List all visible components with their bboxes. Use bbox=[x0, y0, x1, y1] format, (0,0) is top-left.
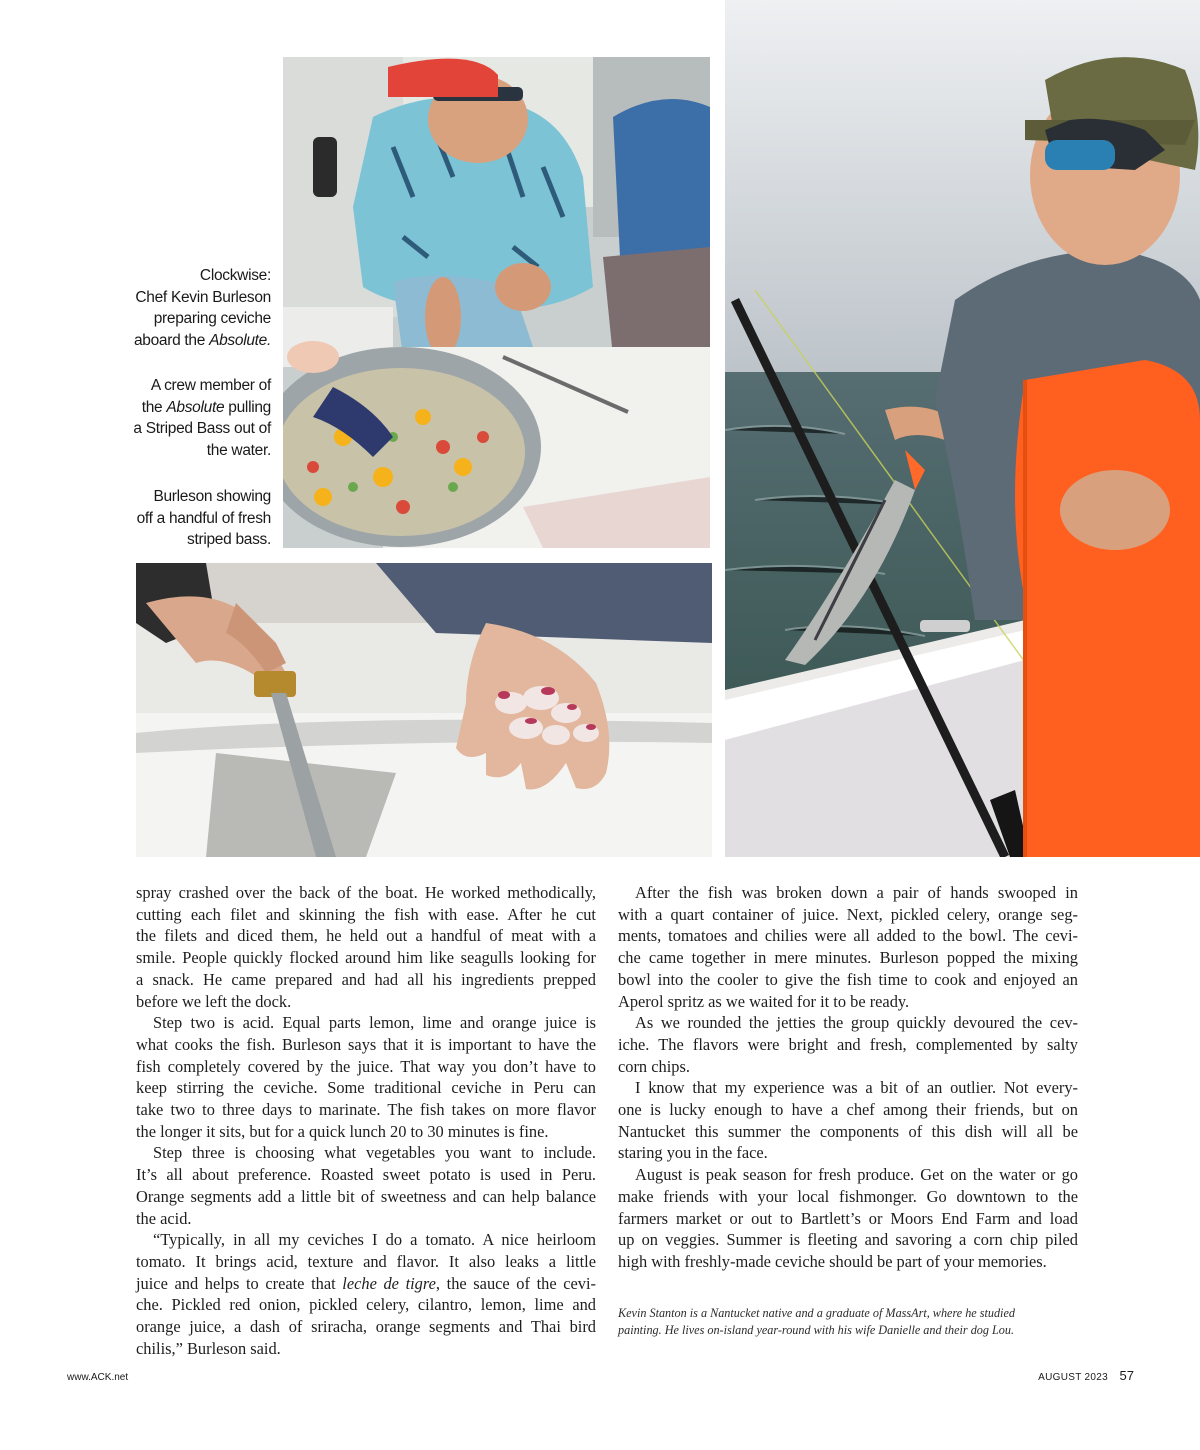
text-line bbox=[136, 1273, 596, 1295]
text-line: corn chips. bbox=[618, 1056, 690, 1076]
photo-chef-ceviche bbox=[283, 57, 710, 548]
article-column-left bbox=[136, 882, 596, 1359]
text-line: orange juice, a dash of sriracha, orange segments and Thai bird bbox=[136, 1317, 596, 1337]
text-line: what cooks the fish. Burleson says that it is important to have the bbox=[136, 1034, 596, 1054]
text-line: Nantucket this summer the components of this dish will all be bbox=[618, 1121, 1078, 1141]
text-line: farmers market or out to Bartlett’s or Moors End Farm and load bbox=[618, 1208, 1078, 1228]
author-bio bbox=[618, 1305, 1058, 1338]
text-line: staring you in the face. bbox=[618, 1143, 768, 1163]
caption-line bbox=[134, 330, 271, 352]
text-line: a snack. He came prepared and had all his ingredients prepped bbox=[136, 969, 596, 989]
text-line: tomato. It brings acid, texture and flavor. It also leaks a little bbox=[136, 1251, 596, 1271]
text-line: chilis,” Burleson said. bbox=[136, 1338, 281, 1358]
caption-line: A crew member of bbox=[150, 377, 271, 394]
boat-name: Absolute. bbox=[209, 332, 271, 350]
caption-line: off a handful of fresh bbox=[136, 509, 271, 527]
text-line: keep stirring the ceviche. Some traditional ceviche in Peru can bbox=[136, 1078, 596, 1098]
text-line: the longer it sits, but for a quick lunch 20 to 30 minutes is fine. bbox=[136, 1121, 549, 1141]
text-line: up on veggies. Summer is fleeting and savoring a corn chip piled bbox=[618, 1230, 1078, 1250]
boat-name: Absolute bbox=[166, 398, 225, 416]
photo-handful-striped-bass bbox=[136, 563, 712, 857]
text-line: iche. The flavors were bright and fresh, complemented by salty bbox=[618, 1034, 1078, 1054]
text-line: As we rounded the jetties the group quickly devoured the cev- bbox=[635, 1013, 1078, 1033]
text-line: che came together in mere minutes. Burleson popped the mixing bbox=[618, 948, 1078, 968]
footer-issue-date: AUGUST 2023 bbox=[1038, 1372, 1108, 1383]
bio-line: painting. He lives on-island year-round with his wife Danielle and their dog Lou. bbox=[618, 1322, 1015, 1337]
caption-line bbox=[133, 397, 271, 419]
photo-crew-striped-bass bbox=[725, 0, 1200, 857]
text-line: “Typically, in all my ceviches I do a tomato. A nice heirloom bbox=[153, 1230, 596, 1250]
photo-caption-handful bbox=[137, 486, 271, 551]
caption-line: the water. bbox=[206, 442, 271, 460]
text-line: bowl into the cooler to give the fish time to cook and enjoyed an bbox=[618, 969, 1078, 989]
article-column-right bbox=[618, 882, 1078, 1273]
photo-caption-crew bbox=[133, 375, 271, 462]
text-line: the filets and diced them, he held out a handful of meat with a bbox=[136, 926, 596, 946]
text-line: che. Pickled red onion, pickled celery, cilantro, lemon, lime and bbox=[136, 1295, 596, 1315]
text-line: ments, tomatoes and chilies were all added to the bowl. The cevi- bbox=[618, 926, 1078, 946]
italic-term: leche de tigre bbox=[342, 1273, 436, 1293]
text-run: juice and helps to create that bbox=[136, 1273, 343, 1293]
footer-website: www.ACK.net bbox=[67, 1372, 129, 1383]
photo-caption-chef bbox=[134, 265, 271, 352]
page-number: 57 bbox=[1119, 1368, 1134, 1383]
caption-line: Chef Kevin Burleson bbox=[135, 288, 271, 306]
text-line: Aperol spritz as we waited for it to be ready. bbox=[618, 991, 910, 1011]
text-line: take two to three days to marinate. The fish takes on more flavor bbox=[136, 1100, 596, 1120]
text-line: smile. People quickly flocked around him like seagulls looking for bbox=[136, 948, 596, 968]
text-line: spray crashed over the back of the boat. He worked methodically, bbox=[136, 883, 596, 902]
bio-line: Kevin Stanton is a Nantucket native and a graduate of MassArt, where he studied bbox=[618, 1306, 1015, 1320]
handful-fish-illustration bbox=[136, 563, 712, 857]
chef-ceviche-illustration bbox=[283, 57, 710, 548]
text-line: cutting each filet and skinning the fish with ease. After he cut bbox=[136, 904, 596, 924]
text-line: fish completely covered by the juice. That way you don’t have to bbox=[136, 1056, 596, 1076]
caption-text: pulling bbox=[224, 398, 271, 416]
text-line: make friends with your local fishmonger. Go downtown to the bbox=[618, 1186, 1078, 1206]
text-line: the acid. bbox=[136, 1208, 192, 1228]
text-line: August is peak season for fresh produce. Get on the water or go bbox=[635, 1165, 1078, 1185]
text-line: with a quart container of juice. Next, pickled celery, orange seg- bbox=[618, 904, 1078, 924]
text-line: before we left the dock. bbox=[136, 991, 292, 1011]
caption-line: striped bass. bbox=[187, 531, 271, 549]
caption-line: Burleson showing bbox=[153, 488, 271, 505]
text-line: Orange segments add a little bit of sweetness and can help balance bbox=[136, 1186, 596, 1206]
caption-line: a Striped Bass out of bbox=[133, 420, 271, 438]
caption-text: aboard the bbox=[133, 332, 210, 350]
text-line: one is lucky enough to have a chef among their friends, but on bbox=[618, 1100, 1078, 1120]
text-line: After the fish was broken down a pair of hands swooped in bbox=[635, 883, 1078, 902]
text-line: It’s all about preference. Roasted sweet potato is used in Peru. bbox=[136, 1165, 596, 1185]
text-line: I know that my experience was a bit of an outlier. Not every- bbox=[635, 1078, 1078, 1098]
caption-line: Clockwise: bbox=[199, 267, 271, 284]
crew-fishing-illustration bbox=[725, 0, 1200, 857]
text-run: , the sauce of the cevi- bbox=[435, 1273, 596, 1293]
text-line: high with freshly-made ceviche should be part of your memories. bbox=[618, 1251, 1047, 1271]
text-line: Step two is acid. Equal parts lemon, lime and orange juice is bbox=[153, 1013, 596, 1033]
text-line: Step three is choosing what vegetables you want to include. bbox=[153, 1143, 596, 1163]
caption-line: preparing ceviche bbox=[153, 310, 271, 328]
caption-text: the bbox=[141, 398, 167, 416]
